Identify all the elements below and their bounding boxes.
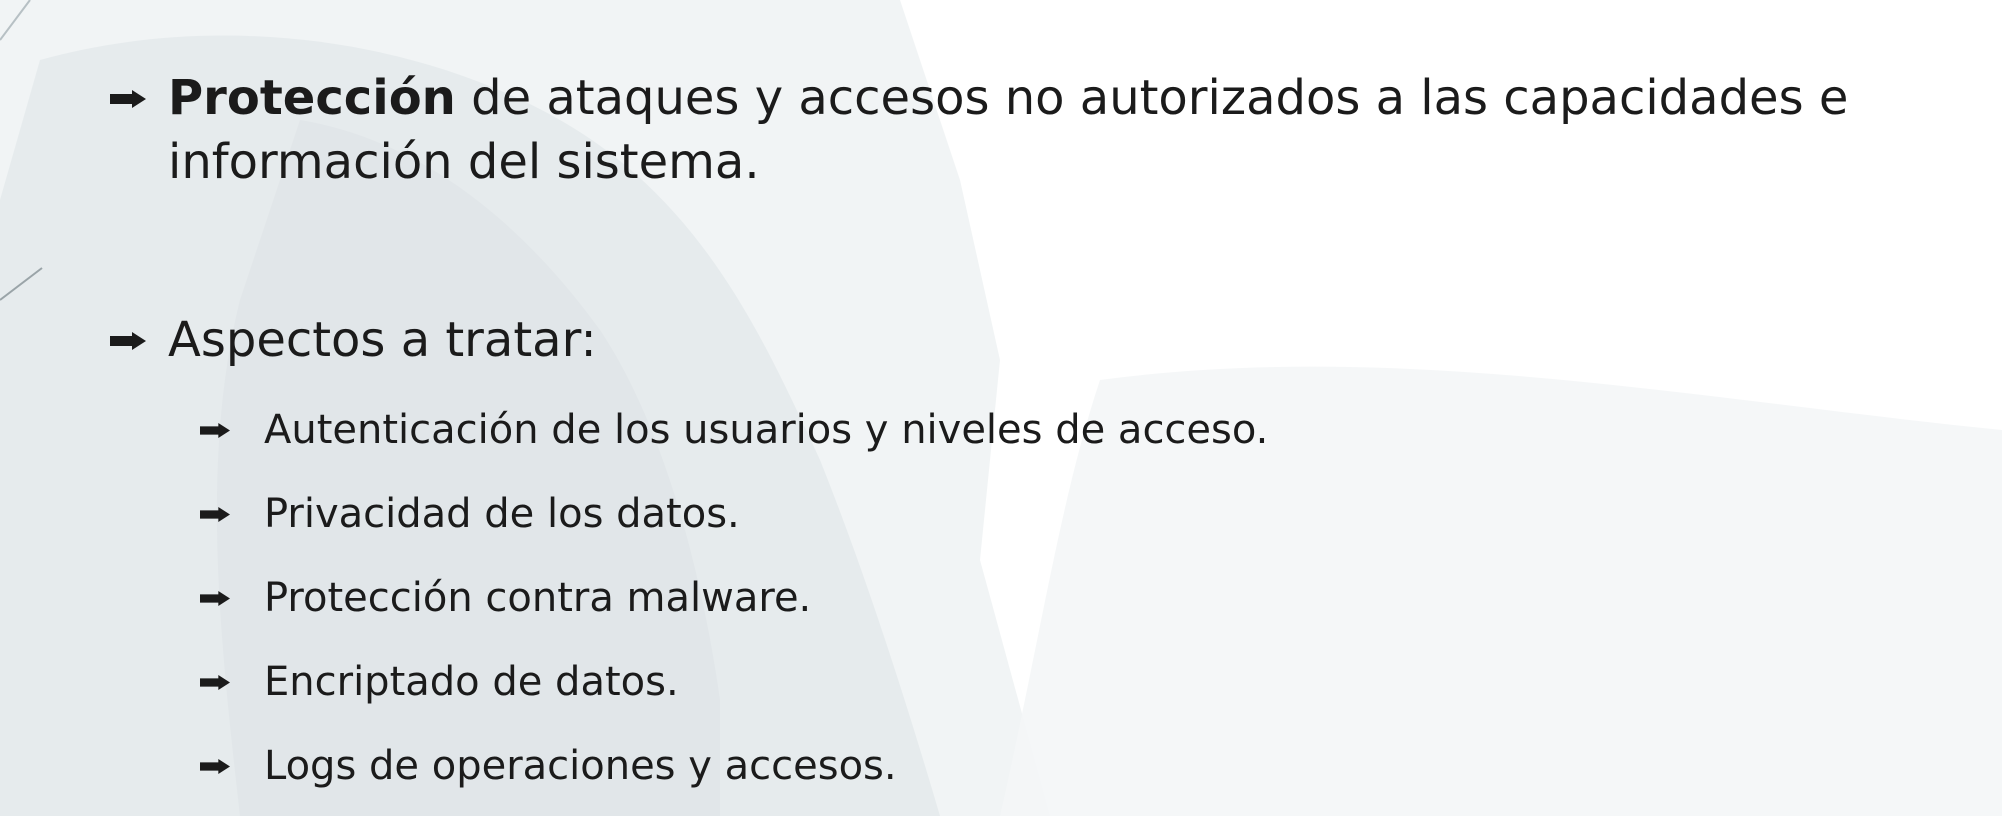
arrow-bullet-icon (200, 488, 264, 540)
sub-item-text: Logs de operaciones y accesos. (264, 743, 897, 789)
bullet-aspectos (110, 308, 1990, 372)
sub-item (200, 488, 1900, 540)
sub-item (200, 740, 1900, 792)
sub-item-text: Encriptado de datos. (264, 659, 679, 705)
bullet-2-label: Aspectos a tratar: (168, 312, 597, 368)
sub-item (200, 404, 1900, 456)
bullet-1-bold: Protección (168, 70, 456, 126)
bullet-1-rest: de ataques y accesos no autorizados a las capacidades e información del sistema. (168, 70, 1849, 190)
bullet-1-text (168, 66, 1990, 194)
arrow-bullet-icon (110, 308, 168, 372)
arrow-bullet-icon (200, 656, 264, 708)
arrow-bullet-icon (110, 66, 168, 130)
arrow-bullet-icon (200, 572, 264, 624)
sub-item-text: Privacidad de los datos. (264, 491, 740, 537)
bullet-proteccion (110, 66, 1990, 194)
arrow-bullet-icon (200, 740, 264, 792)
sub-item-text: Protección contra malware. (264, 575, 812, 621)
arrow-bullet-icon (200, 404, 264, 456)
sub-item-text: Autenticación de los usuarios y niveles de acceso. (264, 407, 1269, 453)
sub-item (200, 656, 1900, 708)
sub-item (200, 572, 1900, 624)
